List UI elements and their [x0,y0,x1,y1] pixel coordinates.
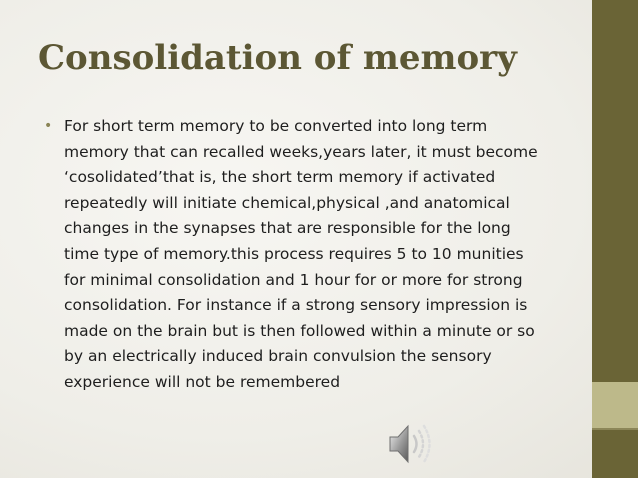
bullet-text: For short term memory to be converted into long term memory that can recalled weeks,years later, it must become ‘cosolidated’that is, the short term memory if activated repeatedly will initiate chemical,physical ,and anatomical changes in the synapses that are responsible for the long time type of memory.this process requires 5 to 10 munities for minimal consolidation and 1 hour for or more for strong consolidation. For instance if a strong sensory impression is made on the brain but is then followed within a minute or so by an electrically induced brain convulsion the sensory experience will not be remembered [64,117,538,391]
slide-title: Consolidation of memory [38,38,517,78]
bullet-item [42,114,548,396]
bullet-list [42,114,548,396]
side-decoration-accent [592,382,638,428]
speaker-wave-3 [424,426,430,462]
speaker-icon[interactable] [384,420,438,468]
side-decoration-line [592,428,638,430]
bullet-marker: • [44,118,53,134]
speaker-wave-2 [419,431,423,457]
speaker-body [390,426,408,462]
speaker-wave-1 [414,436,417,452]
